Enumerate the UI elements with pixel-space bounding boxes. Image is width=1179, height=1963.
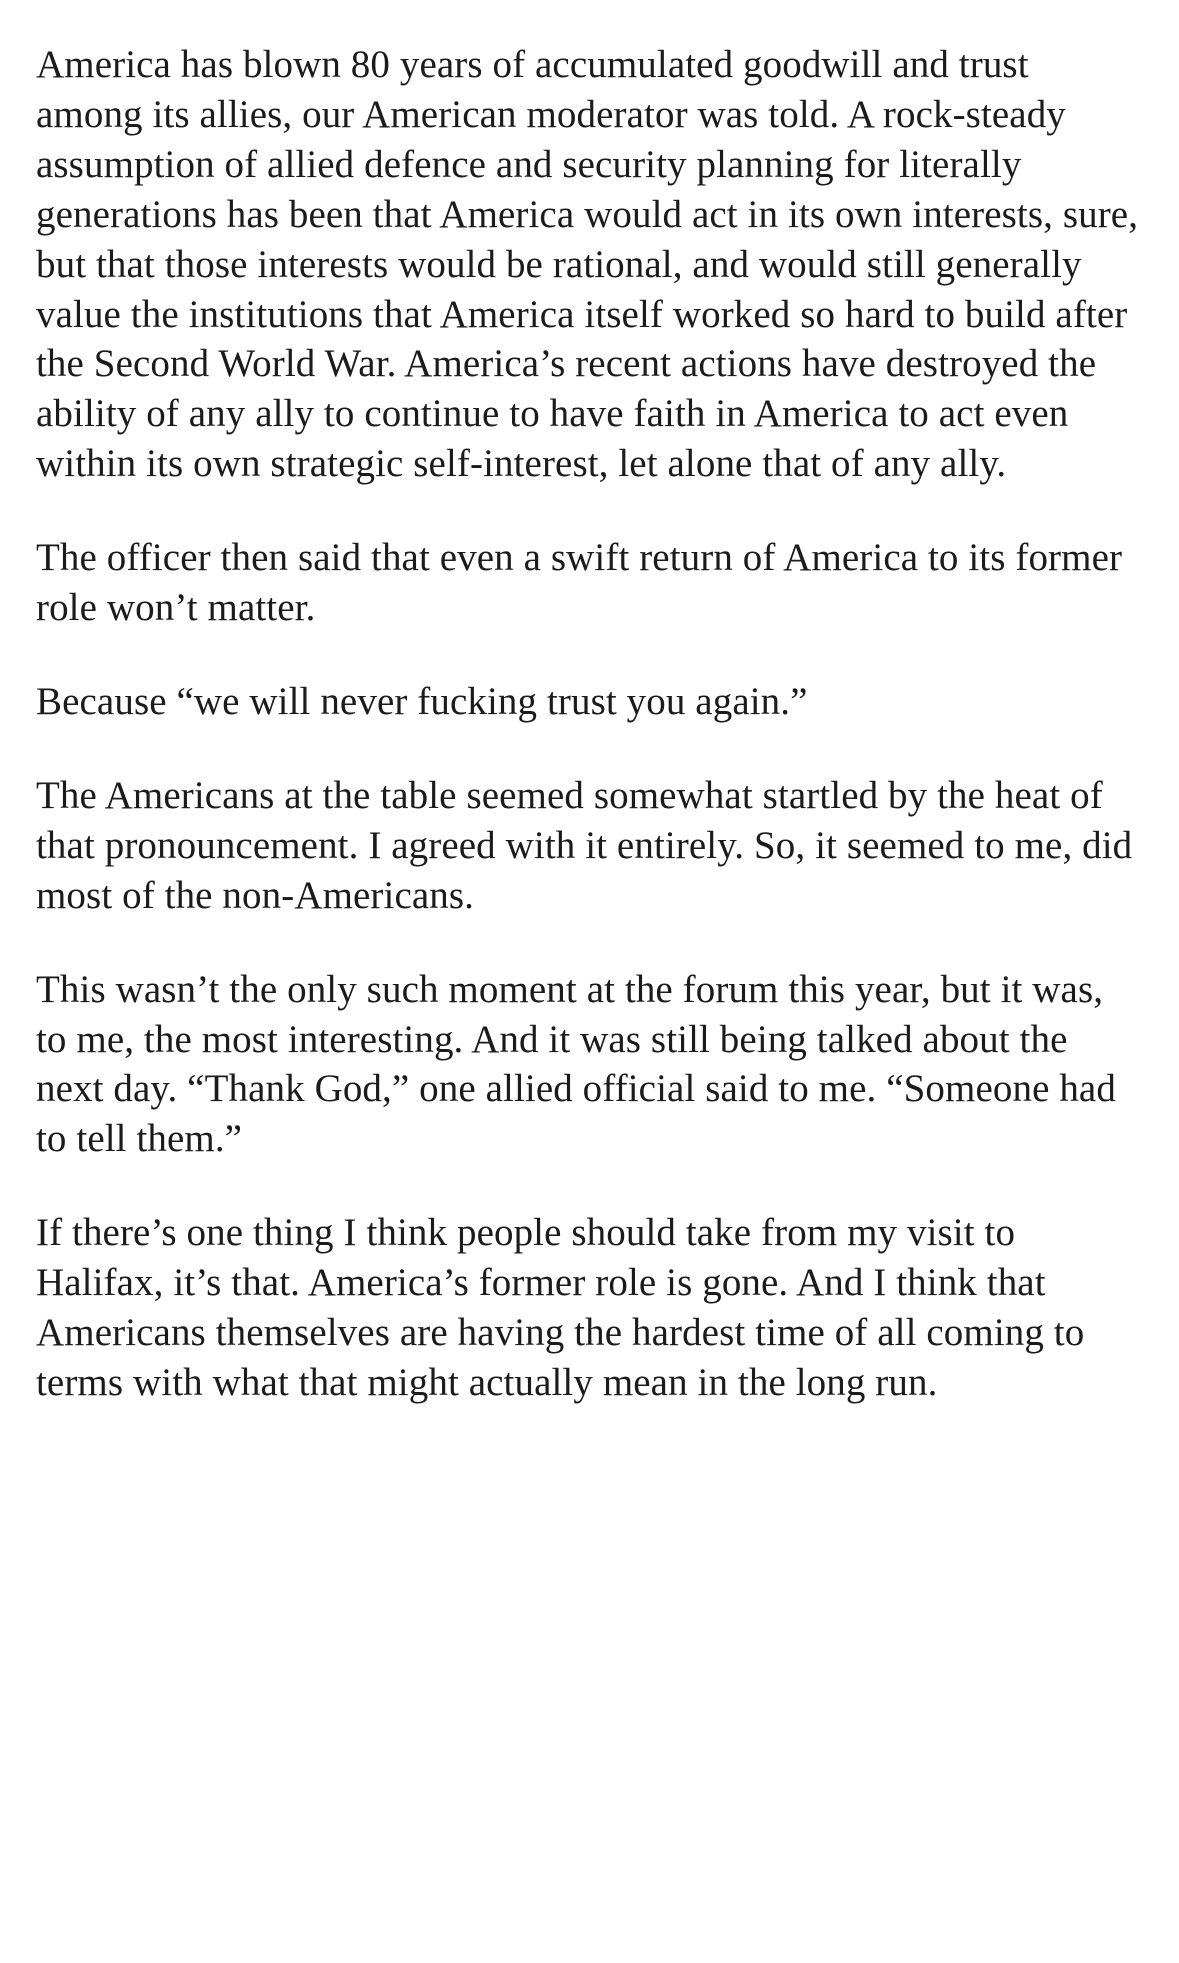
paragraph: America has blown 80 years of accumulated goodwill and trust among its allies, our American moderator was told. A rock-steady assumption of allied defence and security planning for literally generations has been that America would act in its own interests, sure, but that those interests would be rational, and would still generally value the institutions that America itself worked so hard to build after the Second World War. America’s recent actions have destroyed the ability of any ally to continue to have faith in America to act even within its own strategic self-interest, let alone that of any ally. [36,43,1139,486]
paragraph: This wasn’t the only such moment at the forum this year, but it was, to me, the most interesting. And it was still being talked about the next day. “Thank God,” one allied official said to me. “Someone had to tell them.” [36,967,1116,1161]
paragraph: Because “we will never fucking trust you again.” [36,679,808,723]
paragraph: The Americans at the table seemed somewhat startled by the heat of that pronouncement. I agreed with it entirely. So, it seemed to me, did most of the non-Americans. [36,773,1133,917]
paragraph: The officer then said that even a swift return of America to its former role won’t matter. [36,536,1123,630]
paragraph: If there’s one thing I think people should take from my visit to Halifax, it’s that. America’s former role is gone. And I think that Americans themselves are having the hardest time of all coming to terms with what that might actually mean in the long run. [36,1211,1085,1404]
